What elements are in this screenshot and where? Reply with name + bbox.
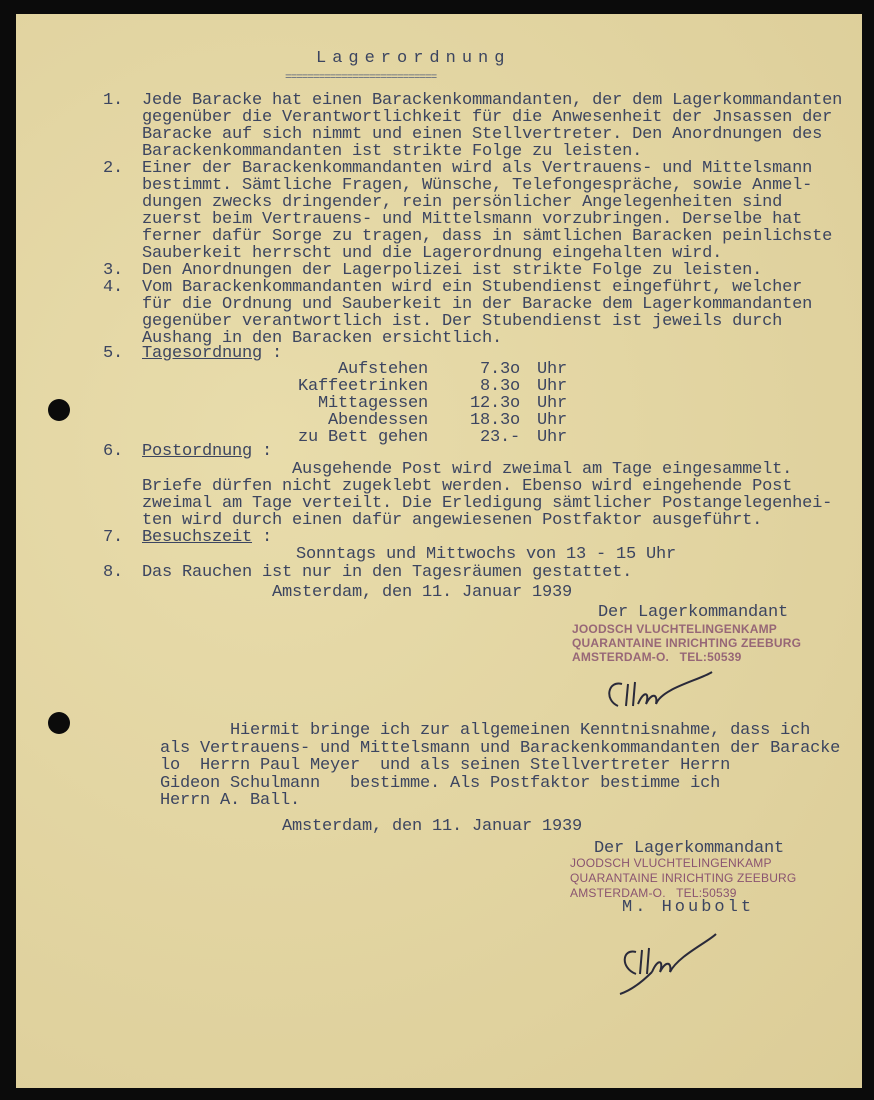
notice-line: Gideon Schulmann bestimme. Als Postfaktor bestimme ich xyxy=(160,773,721,793)
text-line: ten wird durch einen dafür angewiesenen Postfaktor ausgeführt. xyxy=(142,511,763,530)
text-line: bestimmt. Sämtliche Fragen, Wünsche, Telefongespräche, sowie Anmel- xyxy=(142,176,813,195)
colon: : xyxy=(272,344,283,363)
colon: : xyxy=(262,442,273,461)
text-line: Das Rauchen ist nur in den Tagesräumen gestattet. xyxy=(142,563,633,582)
schedule-unit: Uhr xyxy=(537,428,568,447)
signature xyxy=(600,670,720,720)
schedule-time: 8.3o xyxy=(479,377,520,396)
item-heading xyxy=(142,345,282,362)
schedule-event: Abendessen xyxy=(327,411,428,430)
tagesordnung-heading: Tagesordnung xyxy=(142,344,263,363)
item-number: 6. xyxy=(103,442,124,461)
schedule-event: Aufstehen xyxy=(337,360,428,379)
stamp: JOODSCH VLUCHTELINGENKAMP QUARANTAINE INRICHTING ZEEBURG AMSTERDAM-O. TEL:50539 xyxy=(572,622,802,664)
punch-hole xyxy=(48,399,70,421)
schedule-event: Mittagessen xyxy=(317,394,428,413)
signer-title: Der Lagerkommandant xyxy=(598,603,789,622)
text-line: Baracke auf sich nimmt und einen Stellvertreter. Den Anordnungen des xyxy=(142,125,823,144)
schedule-event: Kaffeetrinken xyxy=(297,377,428,396)
text-line: Barackenkommandanten ist strikte Folge zu leisten. xyxy=(142,142,643,161)
besuchszeit-heading: Besuchszeit xyxy=(142,528,253,547)
text-line: Briefe dürfen nicht zugeklebt werden. Ebenso wird eingehende Post xyxy=(142,477,793,496)
text-line: Den Anordnungen der Lagerpolizei ist strikte Folge zu leisten. xyxy=(142,261,763,280)
schedule-unit: Uhr xyxy=(537,411,568,430)
text-line: dungen zwecks dringender, rein persönlicher Angelegenheiten sind xyxy=(142,193,783,212)
date-line: Amsterdam, den 11. Januar 1939 xyxy=(282,817,583,836)
item-number: 1. xyxy=(103,91,124,110)
title-underline: =========================== xyxy=(285,72,437,84)
text-line: für die Ordnung und Sauberkeit in der Baracke dem Lagerkommandanten xyxy=(142,295,813,314)
item-number: 4. xyxy=(103,278,124,297)
signer-name: M. Houbolt xyxy=(622,898,755,917)
text-line: Aushang in den Baracken ersichtlich. xyxy=(142,329,503,348)
text-line: Einer der Barackenkommandanten wird als Vertrauens- und Mittelsmann xyxy=(142,159,813,178)
punch-hole xyxy=(48,712,70,734)
text-line: Vom Barackenkommandanten wird ein Stubendienst eingeführt, welcher xyxy=(142,278,803,297)
text-line: Sauberkeit herrscht und die Lagerordnung eingehalten wird. xyxy=(142,244,723,263)
item-number: 8. xyxy=(103,563,124,582)
schedule-event: zu Bett gehen xyxy=(297,428,428,447)
schedule-time: 23.- xyxy=(479,428,520,447)
text-line: Ausgehende Post wird zweimal am Tage eingesammelt. xyxy=(292,460,793,479)
schedule-time: 18.3o xyxy=(469,411,520,430)
stamp: JOODSCH VLUCHTELINGENKAMP QUARANTAINE INRICHTING ZEEBURG AMSTERDAM-O. TEL:50539 xyxy=(570,856,797,900)
signer-title: Der Lagerkommandant xyxy=(594,839,785,858)
postordnung-heading: Postordnung xyxy=(142,442,253,461)
text-line: zuerst beim Vertrauens- und Mittelsmann vorzubringen. Derselbe hat xyxy=(142,210,803,229)
schedule-time: 7.3o xyxy=(479,360,520,379)
text-line: ferner dafür Sorge zu tragen, dass in sämtlichen Baracken peinlichste xyxy=(142,227,833,246)
item-number: 7. xyxy=(103,528,124,547)
text-line: Jede Baracke hat einen Barackenkommandanten, der dem Lagerkommandanten xyxy=(142,91,843,110)
notice-line: als Vertrauens- und Mittelsmann und Barackenkommandanten der Baracke xyxy=(160,738,841,758)
signature xyxy=(612,922,732,997)
item-heading xyxy=(142,443,272,460)
notice-line: Herrn A. Ball. xyxy=(160,791,301,810)
schedule-unit: Uhr xyxy=(537,377,568,396)
text-line: Sonntags und Mittwochs von 13 - 15 Uhr xyxy=(296,545,677,564)
text-line: gegenüber die Verantwortlichkeit für die Anwesenheit der Jnsassen der xyxy=(142,108,833,127)
item-number: 2. xyxy=(103,159,124,178)
text-line: zweimal am Tage verteilt. Die Erledigung sämtlicher Postangelegenhei- xyxy=(142,494,833,513)
item-number: 3. xyxy=(103,261,124,280)
item-heading xyxy=(142,529,272,546)
schedule-unit: Uhr xyxy=(537,360,568,379)
notice-line: Hiermit bringe ich zur allgemeinen Kenntnisnahme, dass ich xyxy=(230,721,811,740)
date-line: Amsterdam, den 11. Januar 1939 xyxy=(272,583,573,602)
text-line: gegenüber verantwortlich ist. Der Stubendienst ist jeweils durch xyxy=(142,312,783,331)
notice-line: lo Herrn Paul Meyer und als seinen Stellvertreter Herrn xyxy=(160,756,731,775)
document-title: Lagerordnung xyxy=(316,49,511,68)
schedule-time: 12.3o xyxy=(469,394,520,413)
schedule-unit: Uhr xyxy=(537,394,568,413)
item-number: 5. xyxy=(103,344,124,363)
colon: : xyxy=(262,528,273,547)
